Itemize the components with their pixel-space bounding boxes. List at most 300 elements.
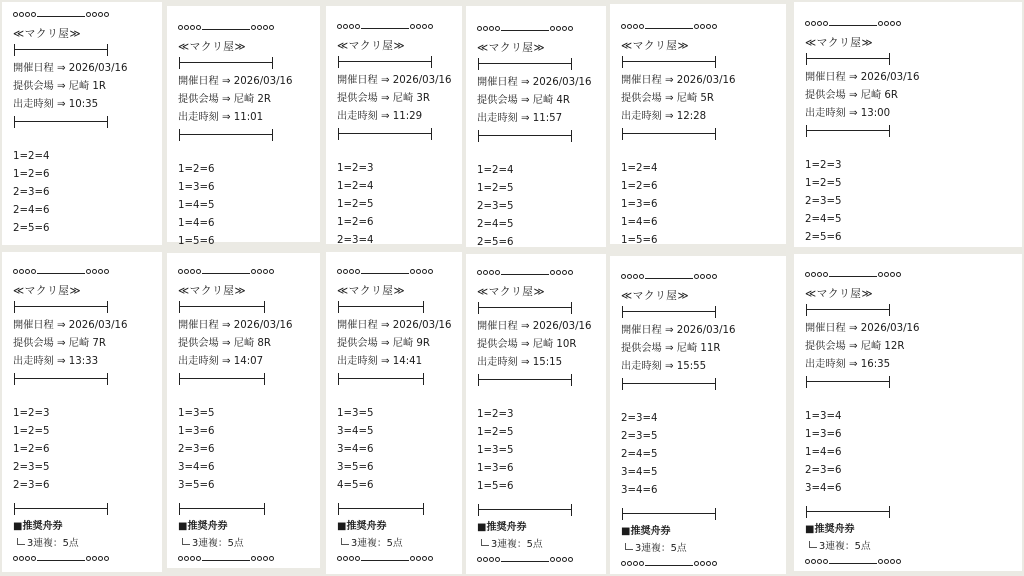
chain-ring-icon bbox=[178, 556, 183, 561]
divider-tick bbox=[264, 373, 265, 385]
divider-tick bbox=[571, 302, 572, 314]
divider-tick bbox=[179, 373, 180, 385]
divider-tick bbox=[889, 125, 890, 137]
chain-ring-icon bbox=[86, 12, 91, 17]
venue-row-value: 尼崎 7R bbox=[68, 338, 106, 349]
chain-dots-right bbox=[410, 24, 433, 29]
chain-ring-icon bbox=[700, 274, 705, 279]
venue-row-label: 提供会場 ⇒ bbox=[337, 93, 393, 104]
chain-line bbox=[361, 273, 409, 274]
chain-dots-left bbox=[621, 274, 644, 279]
race-card bbox=[2, 252, 162, 572]
combo-entry: 3=4=6 bbox=[805, 483, 842, 494]
recommend-detail bbox=[481, 538, 543, 552]
branch-icon bbox=[17, 538, 25, 545]
divider-line bbox=[619, 306, 719, 318]
chain-divider bbox=[477, 557, 573, 565]
time-row-value: 14:41 bbox=[392, 356, 423, 367]
divider-bar bbox=[623, 383, 715, 384]
combo-entry: 1=3=6 bbox=[477, 463, 514, 474]
combo-entry: 1=2=3 bbox=[337, 163, 374, 174]
divider-tick bbox=[715, 378, 716, 390]
chain-dots-right bbox=[694, 274, 717, 279]
chain-ring-icon bbox=[337, 556, 342, 561]
venue-row bbox=[178, 337, 271, 351]
time-row-value: 12:28 bbox=[676, 111, 707, 122]
chain-ring-icon bbox=[349, 24, 354, 29]
divider-line bbox=[619, 56, 719, 68]
date-row-label: 開催日程 ⇒ bbox=[477, 321, 533, 332]
chain-line bbox=[829, 276, 877, 277]
card-title: ≪マクリ屋≫ bbox=[337, 40, 406, 52]
chain-ring-icon bbox=[700, 561, 705, 566]
combo-entry: 2=3=5 bbox=[13, 462, 50, 473]
combo-entry: 1=2=4 bbox=[13, 151, 50, 162]
chain-ring-icon bbox=[251, 269, 256, 274]
chain-dots-right bbox=[251, 25, 274, 30]
chain-ring-icon bbox=[805, 272, 810, 277]
divider-bar bbox=[15, 306, 107, 307]
chain-ring-icon bbox=[694, 274, 699, 279]
chain-ring-icon bbox=[269, 269, 274, 274]
chain-ring-icon bbox=[19, 12, 24, 17]
chain-ring-icon bbox=[428, 556, 433, 561]
venue-row-label: 提供会場 ⇒ bbox=[13, 81, 69, 92]
divider-line bbox=[803, 304, 893, 316]
race-card bbox=[610, 256, 786, 574]
divider-bar bbox=[807, 130, 889, 131]
venue-row bbox=[178, 93, 271, 107]
chain-line bbox=[501, 561, 549, 562]
chain-line bbox=[361, 560, 409, 561]
time-row bbox=[477, 112, 562, 126]
chain-divider bbox=[805, 559, 901, 567]
chain-ring-icon bbox=[263, 556, 268, 561]
date-row bbox=[13, 319, 127, 333]
chain-ring-icon bbox=[890, 272, 895, 277]
chain-line bbox=[202, 560, 250, 561]
chain-ring-icon bbox=[98, 556, 103, 561]
chain-ring-icon bbox=[556, 26, 561, 31]
venue-row-label: 提供会場 ⇒ bbox=[805, 341, 861, 352]
chain-divider bbox=[178, 25, 274, 33]
date-row bbox=[805, 71, 919, 85]
divider-tick bbox=[622, 128, 623, 140]
divider-line bbox=[335, 128, 435, 140]
recommend-detail-text: 3連複：5点 bbox=[635, 543, 687, 554]
card-title: ≪マクリ屋≫ bbox=[621, 290, 690, 302]
chain-ring-icon bbox=[263, 25, 268, 30]
date-row-value: 2026/03/16 bbox=[532, 321, 592, 332]
chain-dots-right bbox=[550, 270, 573, 275]
date-row-label: 開催日程 ⇒ bbox=[621, 325, 677, 336]
chain-ring-icon bbox=[422, 556, 427, 561]
chain-ring-icon bbox=[639, 561, 644, 566]
chain-ring-icon bbox=[13, 556, 18, 561]
recommend-detail bbox=[182, 537, 244, 551]
time-row bbox=[805, 358, 890, 372]
branch-icon bbox=[809, 541, 817, 548]
recommend-detail-text: 3連複：5点 bbox=[819, 541, 871, 552]
combo-entry: 2=3=6 bbox=[178, 444, 215, 455]
divider-tick bbox=[338, 373, 339, 385]
chain-ring-icon bbox=[483, 270, 488, 275]
card-title: ≪マクリ屋≫ bbox=[805, 37, 874, 49]
recommend-detail bbox=[809, 540, 871, 554]
time-row-label: 出走時刻 ⇒ bbox=[477, 357, 533, 368]
chain-ring-icon bbox=[890, 559, 895, 564]
divider-line bbox=[803, 506, 893, 518]
date-row-label: 開催日程 ⇒ bbox=[805, 72, 861, 83]
card-title: ≪マクリ屋≫ bbox=[621, 40, 690, 52]
chain-ring-icon bbox=[422, 269, 427, 274]
chain-dots-left bbox=[805, 272, 828, 277]
chain-ring-icon bbox=[190, 25, 195, 30]
chain-line bbox=[37, 273, 85, 274]
chain-dots-left bbox=[178, 556, 201, 561]
recommend-detail-text: 3連複：5点 bbox=[192, 538, 244, 549]
chain-ring-icon bbox=[86, 556, 91, 561]
chain-ring-icon bbox=[811, 272, 816, 277]
recommend-heading: ■推奨舟券 bbox=[621, 526, 671, 537]
chain-ring-icon bbox=[627, 24, 632, 29]
divider-tick bbox=[622, 56, 623, 68]
combo-entry: 1=4=6 bbox=[805, 447, 842, 458]
time-row-value: 10:35 bbox=[68, 99, 99, 110]
chain-ring-icon bbox=[712, 24, 717, 29]
venue-row-label: 提供会場 ⇒ bbox=[337, 338, 393, 349]
divider-tick bbox=[14, 503, 15, 515]
venue-row-value: 尼崎 2R bbox=[233, 94, 271, 105]
chain-line bbox=[645, 278, 693, 279]
divider-bar bbox=[180, 134, 272, 135]
chain-ring-icon bbox=[495, 557, 500, 562]
chain-line bbox=[501, 30, 549, 31]
venue-row-value: 尼崎 4R bbox=[532, 95, 570, 106]
chain-ring-icon bbox=[428, 24, 433, 29]
divider-line bbox=[11, 44, 111, 56]
time-row-label: 出走時刻 ⇒ bbox=[13, 356, 69, 367]
venue-row-label: 提供会場 ⇒ bbox=[621, 93, 677, 104]
divider-bar bbox=[180, 378, 264, 379]
recommend-detail bbox=[625, 542, 687, 556]
chain-ring-icon bbox=[31, 556, 36, 561]
chain-ring-icon bbox=[25, 12, 30, 17]
divider-line bbox=[619, 128, 719, 140]
time-row-label: 出走時刻 ⇒ bbox=[13, 99, 69, 110]
chain-ring-icon bbox=[416, 24, 421, 29]
divider-bar bbox=[807, 58, 889, 59]
date-row bbox=[621, 74, 735, 88]
chain-ring-icon bbox=[477, 26, 482, 31]
chain-ring-icon bbox=[706, 24, 711, 29]
divider-tick bbox=[715, 56, 716, 68]
chain-dots-left bbox=[477, 557, 500, 562]
chain-ring-icon bbox=[416, 269, 421, 274]
time-row bbox=[805, 107, 890, 121]
chain-ring-icon bbox=[257, 25, 262, 30]
branch-icon bbox=[341, 538, 349, 545]
chain-dots-left bbox=[805, 559, 828, 564]
divider-tick bbox=[571, 130, 572, 142]
chain-dots-left bbox=[337, 24, 360, 29]
divider-tick bbox=[431, 128, 432, 140]
venue-row-label: 提供会場 ⇒ bbox=[477, 95, 533, 106]
chain-line bbox=[501, 274, 549, 275]
chain-dots-right bbox=[251, 556, 274, 561]
combo-entry: 1=3=5 bbox=[337, 408, 374, 419]
divider-tick bbox=[338, 301, 339, 313]
divider-bar bbox=[15, 121, 107, 122]
chain-ring-icon bbox=[489, 270, 494, 275]
combo-entry: 2=3=5 bbox=[477, 201, 514, 212]
divider-line bbox=[475, 58, 575, 70]
chain-divider bbox=[805, 272, 901, 280]
chain-ring-icon bbox=[556, 557, 561, 562]
time-row-label: 出走時刻 ⇒ bbox=[621, 361, 677, 372]
divider-bar bbox=[339, 133, 431, 134]
divider-tick bbox=[107, 301, 108, 313]
date-row-value: 2026/03/16 bbox=[392, 75, 452, 86]
divider-line bbox=[475, 302, 575, 314]
chain-ring-icon bbox=[269, 25, 274, 30]
divider-tick bbox=[571, 58, 572, 70]
time-row-value: 14:07 bbox=[233, 356, 264, 367]
chain-dots-right bbox=[86, 12, 109, 17]
chain-ring-icon bbox=[562, 557, 567, 562]
date-row-label: 開催日程 ⇒ bbox=[805, 323, 861, 334]
venue-row-label: 提供会場 ⇒ bbox=[805, 90, 861, 101]
chain-dots-right bbox=[251, 269, 274, 274]
chain-ring-icon bbox=[19, 269, 24, 274]
date-row-value: 2026/03/16 bbox=[233, 76, 293, 87]
date-row-value: 2026/03/16 bbox=[68, 320, 128, 331]
chain-ring-icon bbox=[196, 269, 201, 274]
chain-ring-icon bbox=[878, 21, 883, 26]
chain-ring-icon bbox=[92, 556, 97, 561]
chain-ring-icon bbox=[495, 26, 500, 31]
chain-ring-icon bbox=[31, 269, 36, 274]
chain-divider bbox=[13, 269, 109, 277]
chain-ring-icon bbox=[422, 24, 427, 29]
chain-ring-icon bbox=[184, 556, 189, 561]
chain-ring-icon bbox=[817, 21, 822, 26]
chain-ring-icon bbox=[13, 12, 18, 17]
date-row-label: 開催日程 ⇒ bbox=[178, 320, 234, 331]
divider-tick bbox=[715, 508, 716, 520]
divider-bar bbox=[15, 508, 107, 509]
chain-ring-icon bbox=[178, 269, 183, 274]
chain-line bbox=[202, 273, 250, 274]
chain-divider bbox=[477, 26, 573, 34]
chain-ring-icon bbox=[190, 269, 195, 274]
recommend-heading: ■推奨舟券 bbox=[477, 522, 527, 533]
divider-bar bbox=[479, 379, 571, 380]
chain-ring-icon bbox=[343, 24, 348, 29]
recommend-detail-text: 3連複：5点 bbox=[351, 538, 403, 549]
combo-entry: 1=3=6 bbox=[805, 429, 842, 440]
venue-row bbox=[337, 337, 430, 351]
chain-ring-icon bbox=[823, 559, 828, 564]
divider-line bbox=[335, 301, 427, 313]
card-title: ≪マクリ屋≫ bbox=[178, 285, 247, 297]
chain-divider bbox=[13, 556, 109, 564]
combo-entry: 2=4=5 bbox=[477, 219, 514, 230]
chain-dots-left bbox=[621, 561, 644, 566]
divider-bar bbox=[15, 49, 107, 50]
chain-ring-icon bbox=[86, 269, 91, 274]
divider-tick bbox=[571, 504, 572, 516]
time-row-label: 出走時刻 ⇒ bbox=[178, 356, 234, 367]
time-row-label: 出走時刻 ⇒ bbox=[178, 112, 234, 123]
chain-dots-left bbox=[805, 21, 828, 26]
combo-entry: 1=2=6 bbox=[13, 169, 50, 180]
divider-tick bbox=[179, 129, 180, 141]
venue-row bbox=[805, 89, 898, 103]
date-row-label: 開催日程 ⇒ bbox=[13, 320, 69, 331]
chain-line bbox=[202, 29, 250, 30]
venue-row bbox=[13, 337, 106, 351]
race-card bbox=[466, 254, 606, 574]
combo-entry: 1=2=5 bbox=[337, 199, 374, 210]
chain-dots-right bbox=[694, 24, 717, 29]
chain-ring-icon bbox=[621, 561, 626, 566]
time-row bbox=[621, 110, 706, 124]
divider-tick bbox=[179, 57, 180, 69]
chain-ring-icon bbox=[878, 272, 883, 277]
chain-ring-icon bbox=[811, 559, 816, 564]
chain-ring-icon bbox=[556, 270, 561, 275]
chain-ring-icon bbox=[621, 274, 626, 279]
time-row-value: 11:57 bbox=[532, 113, 563, 124]
recommend-heading: ■推奨舟券 bbox=[337, 521, 387, 532]
time-row-value: 15:55 bbox=[676, 361, 707, 372]
date-row bbox=[337, 319, 451, 333]
date-row bbox=[621, 324, 735, 338]
chain-ring-icon bbox=[190, 556, 195, 561]
combo-entry: 1=2=5 bbox=[477, 427, 514, 438]
divider-bar bbox=[339, 61, 431, 62]
chain-ring-icon bbox=[483, 557, 488, 562]
divider-tick bbox=[806, 53, 807, 65]
chain-dots-right bbox=[878, 272, 901, 277]
time-row-value: 13:00 bbox=[860, 108, 891, 119]
divider-tick bbox=[338, 503, 339, 515]
chain-divider bbox=[13, 12, 109, 20]
chain-ring-icon bbox=[410, 269, 415, 274]
chain-dots-right bbox=[410, 556, 433, 561]
divider-bar bbox=[479, 63, 571, 64]
combo-entry: 2=3=4 bbox=[621, 413, 658, 424]
venue-row-label: 提供会場 ⇒ bbox=[477, 339, 533, 350]
chain-ring-icon bbox=[884, 272, 889, 277]
date-row-value: 2026/03/16 bbox=[68, 63, 128, 74]
time-row-value: 11:01 bbox=[233, 112, 264, 123]
chain-ring-icon bbox=[817, 272, 822, 277]
combo-entry: 3=4=6 bbox=[337, 444, 374, 455]
card-title: ≪マクリ屋≫ bbox=[477, 42, 546, 54]
chain-divider bbox=[805, 21, 901, 29]
divider-tick bbox=[889, 376, 890, 388]
chain-ring-icon bbox=[269, 556, 274, 561]
time-row-label: 出走時刻 ⇒ bbox=[337, 111, 393, 122]
time-row-label: 出走時刻 ⇒ bbox=[805, 108, 861, 119]
combo-entry: 1=2=6 bbox=[337, 217, 374, 228]
chain-ring-icon bbox=[477, 557, 482, 562]
chain-line bbox=[37, 16, 85, 17]
chain-dots-left bbox=[13, 556, 36, 561]
divider-line bbox=[11, 116, 111, 128]
chain-ring-icon bbox=[92, 269, 97, 274]
venue-row bbox=[337, 92, 430, 106]
chain-line bbox=[829, 25, 877, 26]
divider-bar bbox=[807, 381, 889, 382]
divider-line bbox=[176, 129, 276, 141]
combo-entry: 2=4=5 bbox=[621, 449, 658, 460]
chain-ring-icon bbox=[700, 24, 705, 29]
chain-line bbox=[645, 28, 693, 29]
chain-ring-icon bbox=[568, 270, 573, 275]
recommend-heading: ■推奨舟券 bbox=[805, 524, 855, 535]
chain-ring-icon bbox=[477, 270, 482, 275]
divider-tick bbox=[338, 128, 339, 140]
combo-entry: 1=2=4 bbox=[477, 165, 514, 176]
divider-line bbox=[803, 376, 893, 388]
card-title: ≪マクリ屋≫ bbox=[13, 285, 82, 297]
venue-row-value: 尼崎 9R bbox=[392, 338, 430, 349]
chain-ring-icon bbox=[92, 12, 97, 17]
chain-ring-icon bbox=[251, 556, 256, 561]
chain-dots-left bbox=[13, 12, 36, 17]
date-row bbox=[337, 74, 451, 88]
combo-entry: 1=2=5 bbox=[805, 178, 842, 189]
time-row bbox=[13, 355, 98, 369]
date-row-value: 2026/03/16 bbox=[676, 325, 736, 336]
chain-dots-left bbox=[337, 269, 360, 274]
chain-ring-icon bbox=[416, 556, 421, 561]
chain-ring-icon bbox=[489, 26, 494, 31]
venue-row bbox=[13, 80, 106, 94]
time-row bbox=[621, 360, 706, 374]
chain-ring-icon bbox=[257, 556, 262, 561]
venue-row-label: 提供会場 ⇒ bbox=[13, 338, 69, 349]
race-card bbox=[794, 2, 1022, 247]
divider-bar bbox=[807, 309, 889, 310]
combo-entry: 1=3=6 bbox=[178, 182, 215, 193]
time-row-label: 出走時刻 ⇒ bbox=[621, 111, 677, 122]
divider-line bbox=[176, 373, 268, 385]
chain-ring-icon bbox=[337, 24, 342, 29]
date-row-value: 2026/03/16 bbox=[676, 75, 736, 86]
venue-row bbox=[805, 340, 904, 354]
chain-dots-right bbox=[86, 269, 109, 274]
time-row-value: 13:33 bbox=[68, 356, 99, 367]
divider-tick bbox=[889, 53, 890, 65]
chain-ring-icon bbox=[196, 25, 201, 30]
recommend-detail-text: 3連複：5点 bbox=[27, 538, 79, 549]
divider-line bbox=[176, 57, 276, 69]
card-title: ≪マクリ屋≫ bbox=[13, 28, 82, 40]
chain-ring-icon bbox=[25, 556, 30, 561]
chain-ring-icon bbox=[621, 24, 626, 29]
time-row-value: 15:15 bbox=[532, 357, 563, 368]
divider-tick bbox=[889, 506, 890, 518]
chain-ring-icon bbox=[633, 561, 638, 566]
chain-ring-icon bbox=[712, 561, 717, 566]
recommend-heading: ■推奨舟券 bbox=[178, 521, 228, 532]
chain-ring-icon bbox=[263, 269, 268, 274]
venue-row-value: 尼崎 12R bbox=[860, 341, 905, 352]
